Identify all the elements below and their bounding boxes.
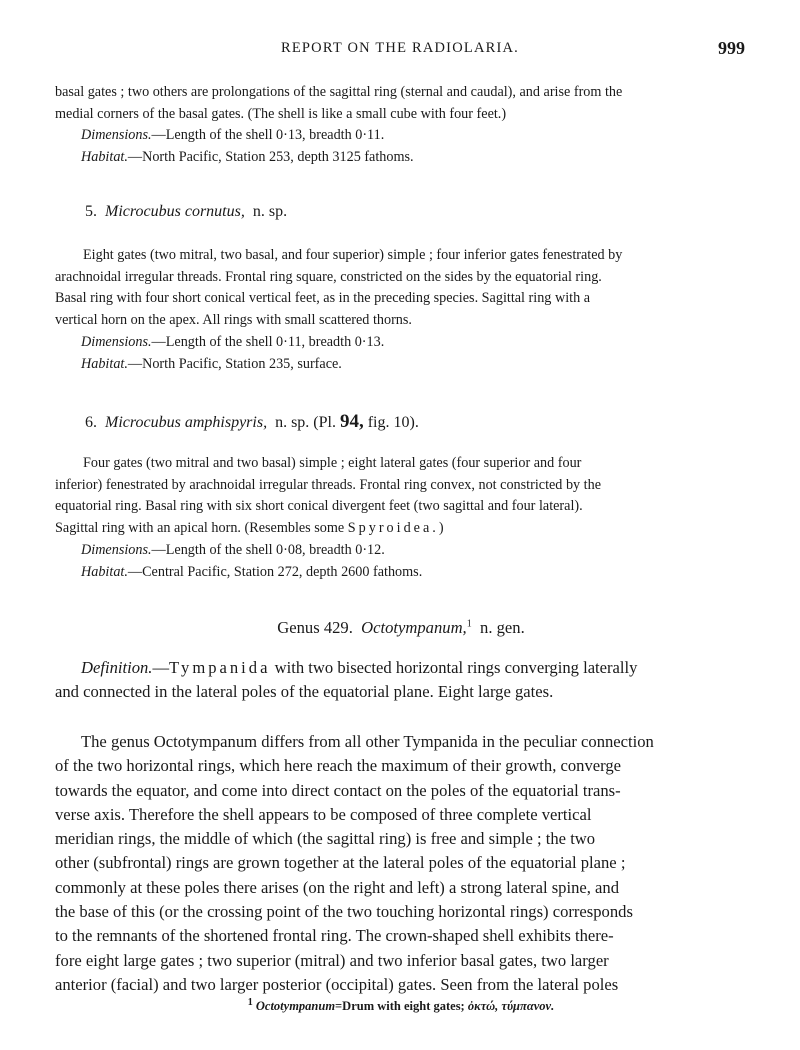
text-line: The genus Octotympanum differs from all other Tympanida in the peculiar connection <box>81 732 654 751</box>
spaced-term: Spyroidea.) <box>347 519 447 536</box>
dimensions-text: —Length of the shell 0·08, breadth 0·12. <box>151 542 385 558</box>
text-line: Eight gates (two mitral, two basal, and four superior) simple ; four inferior gates fenestrated by <box>83 247 623 263</box>
species-6-dimensions <box>55 540 773 562</box>
species-6-heading <box>55 411 777 433</box>
text-line: the base of this (or the crossing point of the two touching horizontal rings) corresponds <box>55 902 633 922</box>
species-5-dimensions <box>55 332 773 354</box>
page-header <box>0 38 800 62</box>
habitat-label: Habitat. <box>81 149 128 165</box>
dimensions-label: Dimensions. <box>81 334 152 350</box>
habitat-text: —North Pacific, Station 235, surface. <box>127 356 342 372</box>
page-number: 999 <box>718 38 745 58</box>
text-line: and connected in the lateral poles of the equatorial plane. Eight large gates. <box>55 682 554 702</box>
footnote-term: Octotympanum <box>255 999 336 1014</box>
text-line: arachnoidal irregular threads. Frontal ring square, constricted on the sides by the equatorial ring. <box>55 268 602 285</box>
dimensions-text: —Length of the shell 0·11, breadth 0·13. <box>151 334 385 350</box>
spaced-term: Tympanida <box>169 658 271 677</box>
footnote-greek: ὀκτώ, τύμπανον. <box>467 999 555 1014</box>
text-line: Definition.—Tympanida with two bisected horizontal rings converging laterally <box>81 658 638 677</box>
species-6-description <box>55 453 747 539</box>
definition-label: Definition. <box>81 658 153 677</box>
species-5-heading <box>55 203 777 221</box>
text-line: Four gates (two mitral and two basal) simple ; eight lateral gates (four superior and four <box>83 455 582 471</box>
footnote-mark: 1 <box>247 997 253 1008</box>
habitat-label: Habitat. <box>81 356 128 372</box>
species-suffix: n. sp. (Pl. <box>275 414 336 431</box>
text-line: anterior (facial) and two larger posterior (occipital) gates. Seen from the lateral poles <box>55 974 619 994</box>
habitat-label: Habitat. <box>81 564 128 580</box>
plate-number: 94, <box>339 411 364 432</box>
footnote-mark: 1 <box>466 618 472 630</box>
text-line: equatorial ring. Basal ring with six short conical divergent feet (two sagittal and four lateral). <box>55 498 583 515</box>
intro-paragraph <box>55 82 747 125</box>
intro-dimensions <box>55 125 773 147</box>
habitat-text: —North Pacific, Station 253, depth 3125 fathoms. <box>127 149 414 165</box>
genus-suffix: n. gen. <box>480 618 525 637</box>
habitat-text: —Central Pacific, Station 272, depth 2600 fathoms. <box>127 564 423 580</box>
text-line: to the remnants of the shortened frontal ring. The crown-shaped shell exhibits there- <box>55 926 614 946</box>
species-6-habitat <box>55 562 773 584</box>
text-line: towards the equator, and come into direct contact on the poles of the equatorial trans- <box>55 780 621 800</box>
text-line: verse axis. Therefore the shell appears to be composed of three complete vertical <box>55 804 592 824</box>
running-head: REPORT ON THE RADIOLARIA. <box>280 40 520 56</box>
footnote-text: =Drum with eight gates; <box>335 999 465 1014</box>
text-line: meridian rings, the middle of which (the sagittal ring) is free and simple ; the two <box>55 829 596 849</box>
text-line: basal gates ; two others are prolongations of the sagittal ring (sternal and caudal), and arise from the <box>55 84 623 100</box>
text-line: medial corners of the basal gates. (The shell is like a small cube with four feet.) <box>55 105 507 122</box>
species-number: 5. <box>85 203 97 220</box>
species-5-description <box>55 245 747 331</box>
genus-prefix: Genus 429. <box>277 618 353 637</box>
dimensions-text: —Length of the shell 0·13, breadth 0·11. <box>151 127 385 143</box>
genus-heading <box>55 618 747 638</box>
dimensions-label: Dimensions. <box>81 127 152 143</box>
species-suffix: n. sp. <box>252 203 288 220</box>
species-name: Microcubus amphispyris, <box>105 414 268 431</box>
genus-body-paragraph <box>55 730 747 997</box>
species-number: 6. <box>85 414 97 431</box>
species-name: Microcubus cornutus, <box>105 203 245 220</box>
text-line: fore eight large gates ; two superior (mitral) and two inferior basal gates, two larger <box>55 950 609 970</box>
intro-habitat <box>55 147 773 169</box>
text-line: other (subfrontal) rings are grown together at the lateral poles of the equatorial plane ; <box>55 853 626 873</box>
dimensions-label: Dimensions. <box>81 542 152 558</box>
text-line: of the two horizontal rings, which here reach the maximum of their growth, converge <box>55 756 622 776</box>
genus-definition <box>55 656 747 705</box>
text-line: Sagittal ring with an apical horn. (Resembles some Spyroidea.) <box>55 519 447 536</box>
genus-name: Octotympanum, <box>361 618 467 637</box>
text-line: commonly at these poles there arises (on the right and left) a strong lateral spine, and <box>55 877 620 897</box>
footnote <box>55 997 747 1014</box>
text-line: Basal ring with four short conical vertical feet, as in the preceding species. Sagittal ring with a <box>55 290 591 307</box>
text-line: vertical horn on the apex. All rings with small scattered thorns. <box>55 311 412 328</box>
species-5-habitat <box>55 354 773 376</box>
figure-ref: fig. 10). <box>367 414 419 431</box>
text-line: inferior) fenestrated by arachnoidal irregular threads. Frontal ring convex, not constricted by the <box>55 476 602 493</box>
